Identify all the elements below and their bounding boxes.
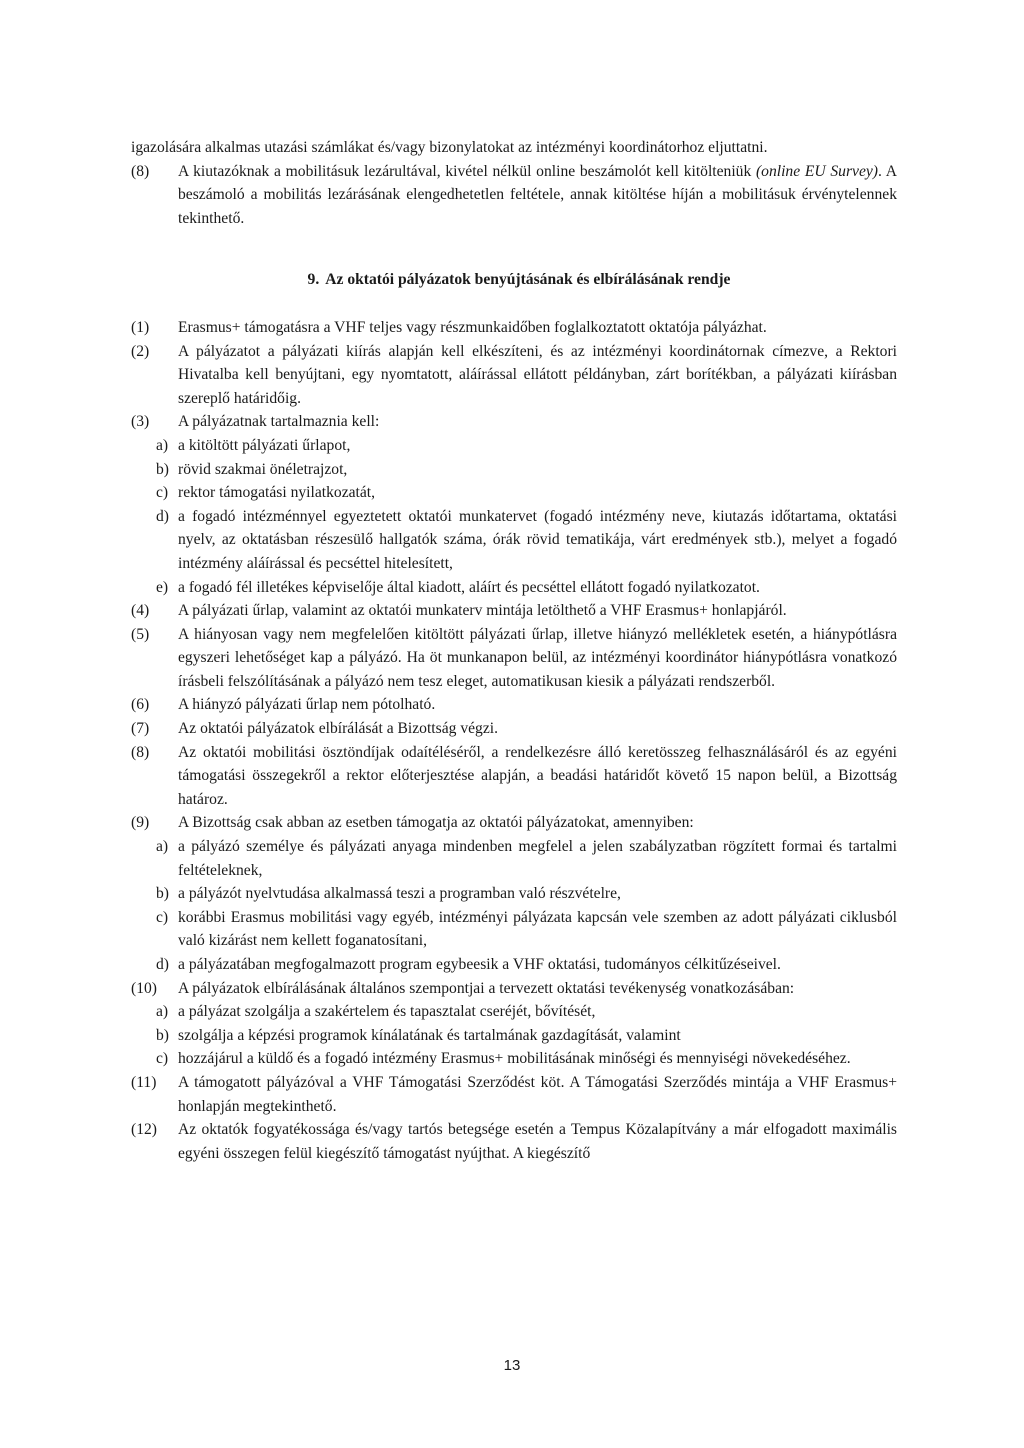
list-item-label: b) xyxy=(156,1026,169,1044)
paragraph-text: A pályázatnak tartalmaznia kell: xyxy=(178,413,380,431)
list-item xyxy=(131,576,897,600)
paragraph-label: (8) xyxy=(131,743,150,761)
list-item-label: c) xyxy=(156,908,169,926)
list-item xyxy=(131,882,897,906)
paragraph-label: (8) xyxy=(131,162,150,180)
paragraph-3 xyxy=(131,410,897,434)
list-item-label: d) xyxy=(156,956,169,973)
list-item xyxy=(131,953,897,977)
list-item-label: c) xyxy=(156,1050,169,1068)
list-item-text: korábbi Erasmus mobilitási vagy egyéb, intézményi pályázata kapcsán vele szemben az adott pályázati ciklusból való kizárást nem kellett foganatosítani, xyxy=(178,908,897,950)
section-number: 9. xyxy=(307,271,320,289)
paragraph-7 xyxy=(131,717,897,741)
list-item-text: a pályázat szolgálja a szakértelem és tapasztalat cseréjét, bővítését, xyxy=(178,1003,596,1021)
paragraph-label: (9) xyxy=(131,814,150,832)
list-item-text: a kitöltött pályázati űrlapot, xyxy=(178,436,351,454)
paragraph-10 xyxy=(131,977,897,1001)
paragraph-text: A pályázatot a pályázati kiírás alapján kell elkészíteni, és az intézményi koordinátornak címezve, a Rektori Hivatalba kell benyújtani, egy nyomtatott, aláírással ellátott példányban, zárt borítékban, a pályázati kiírásban szereplő határidőig. xyxy=(178,342,897,407)
paragraph-label: (1) xyxy=(131,318,150,336)
list-item-label: a) xyxy=(156,838,169,856)
paragraph-text: Az oktatók fogyatékossága és/vagy tartós betegsége esetén a Tempus Közalapítvány a már elfogadott maximális egyéni összegen felül kiegészítő támogatást nyújthat. A kiegészítő xyxy=(178,1121,897,1162)
paragraph-label: (12) xyxy=(131,1121,157,1139)
section-paragraphs xyxy=(131,316,897,1165)
paragraph-11 xyxy=(131,1071,897,1118)
paragraph-text: Az oktatói pályázatok elbírálását a Bizottság végzi. xyxy=(178,720,498,738)
paragraph-label: (5) xyxy=(131,625,150,643)
paragraph-label: (7) xyxy=(131,720,150,738)
section-title: Az oktatói pályázatok benyújtásának és elbírálásának rendje xyxy=(325,271,731,289)
paragraph-2 xyxy=(131,340,897,411)
paragraph-6 xyxy=(131,693,897,717)
list-item xyxy=(131,1000,897,1024)
paragraph-text: A támogatott pályázóval a VHF Támogatási Szerződést köt. A Támogatási Szerződés mintája a VHF Erasmus+ honlapján megtekinthető. xyxy=(178,1073,897,1115)
paragraph-label: (3) xyxy=(131,413,150,431)
list-item-text: rövid szakmai önéletrajzot, xyxy=(178,460,348,478)
list-item-text: a pályázatában megfogalmazott program egybeesik a VHF oktatási, tudományos célkitűzéseivel. xyxy=(178,956,781,973)
list-item xyxy=(131,835,897,882)
list-item xyxy=(131,1024,897,1048)
list-item xyxy=(131,1047,897,1071)
paragraph-text: A pályázatok elbírálásának általános szempontjai a tervezett oktatási tevékenység vonatkozásában: xyxy=(178,979,795,997)
paragraph-label: (6) xyxy=(131,696,150,714)
paragraph-label: (2) xyxy=(131,342,150,360)
paragraph-text: A Bizottság csak abban az esetben támogatja az oktatói pályázatokat, amennyiben: xyxy=(178,814,694,832)
paragraph-text: A pályázati űrlap, valamint az oktatói munkaterv mintája letölthető a VHF Erasmus+ honlapjáról. xyxy=(178,602,787,620)
list-item-label: d) xyxy=(156,507,169,525)
list-item-text: szolgálja a képzési programok kínálatának és tartalmának gazdagítását, valamint xyxy=(178,1026,681,1044)
list-item-label: a) xyxy=(156,1003,169,1021)
paragraph-8-prev-section: (8) A kiutazóknak a mobilitásuk lezárultával, kivétel nélkül online beszámolót kell kitölteniük (online EU Survey). A beszámoló a mobilitás lezárásának elengedhetetlen feltétele, annak kitöltése híján a mobilitásuk érvénytelennek tekinthető. xyxy=(131,160,897,231)
list-item-label: c) xyxy=(156,484,169,502)
list-item xyxy=(131,434,897,458)
list-item xyxy=(131,458,897,482)
paragraph-4 xyxy=(131,599,897,623)
paragraph-text: Erasmus+ támogatásra a VHF teljes vagy részmunkaidőben foglalkoztatott oktatója pályázhat. xyxy=(178,318,767,336)
paragraph-label: (4) xyxy=(131,602,150,620)
section-heading xyxy=(131,268,897,292)
list-item-text: a fogadó fél illetékes képviselője által kiadott, aláírt és pecséttel ellátott fogadó nyilatkozatot. xyxy=(178,578,760,596)
page-content xyxy=(131,136,897,1165)
list-item xyxy=(131,906,897,953)
list-item xyxy=(131,505,897,576)
list-item-text: a pályázót nyelvtudása alkalmassá teszi a programban való részvételre, xyxy=(178,885,621,903)
paragraph-1 xyxy=(131,316,897,340)
paragraph-label: (11) xyxy=(131,1073,157,1091)
list-item-text: a pályázó személye és pályázati anyaga mindenben megfelel a jelen szabályzatban rögzített formai és tartalmi feltételeknek, xyxy=(178,838,897,879)
paragraph-label: (10) xyxy=(131,979,157,997)
intro-continuation: igazolására alkalmas utazási számlákat és/vagy bizonylatokat az intézményi koordinátorhoz eljuttatni. xyxy=(131,139,768,156)
paragraph-5 xyxy=(131,623,897,694)
list-item-text: rektor támogatási nyilatkozatát, xyxy=(178,484,376,502)
list-item-label: b) xyxy=(156,885,169,903)
paragraph-8 xyxy=(131,741,897,812)
list-item xyxy=(131,481,897,505)
paragraph-text: A hiányzó pályázati űrlap nem pótolható. xyxy=(178,696,436,714)
paragraph-text: A hiányosan vagy nem megfelelően kitöltött pályázati űrlap, illetve hiányzó mellékletek esetén, a hiánypótlásra egyszeri lehetőséget kap a pályázó. Ha öt munkanapon belül, az intézményi koordinátor hiánypótlásra vonatkozó írásbeli felszólításának a pályázó nem tesz eleget, automatikusan kiesik a pályázati rendszerből. xyxy=(178,625,897,690)
list-item-text: hozzájárul a küldő és a fogadó intézmény Erasmus+ mobilitásának minőségi és mennyiségi növekedéséhez. xyxy=(178,1050,851,1068)
page-number: 13 xyxy=(503,1357,521,1374)
list-item-text: a fogadó intézménnyel egyeztetett oktatói munkatervet (fogadó intézmény neve, kiutazás időtartama, oktatási nyelv, az oktatásban részesülő hallgatók száma, órák rövid tematikája, várt eredmények stb.), melyet a fogadó intézmény aláírással és pecséttel hitelesített, xyxy=(178,507,897,572)
paragraph-9 xyxy=(131,811,897,835)
list-item-label: b) xyxy=(156,460,169,478)
paragraph-text: Az oktatói mobilitási ösztöndíjak odaítéléséről, a rendelkezésre álló keretösszeg felhasználásáról és az egyéni támogatási összegekről a rektor előterjesztése alapján, a beadási határidőt követő 15 napon belül, a Bizottság határoz. xyxy=(178,743,897,808)
paragraph-12 xyxy=(131,1118,897,1165)
list-item-label: e) xyxy=(156,578,169,596)
online-survey-term: (online EU Survey) xyxy=(755,162,878,180)
list-item-label: a) xyxy=(156,436,169,454)
